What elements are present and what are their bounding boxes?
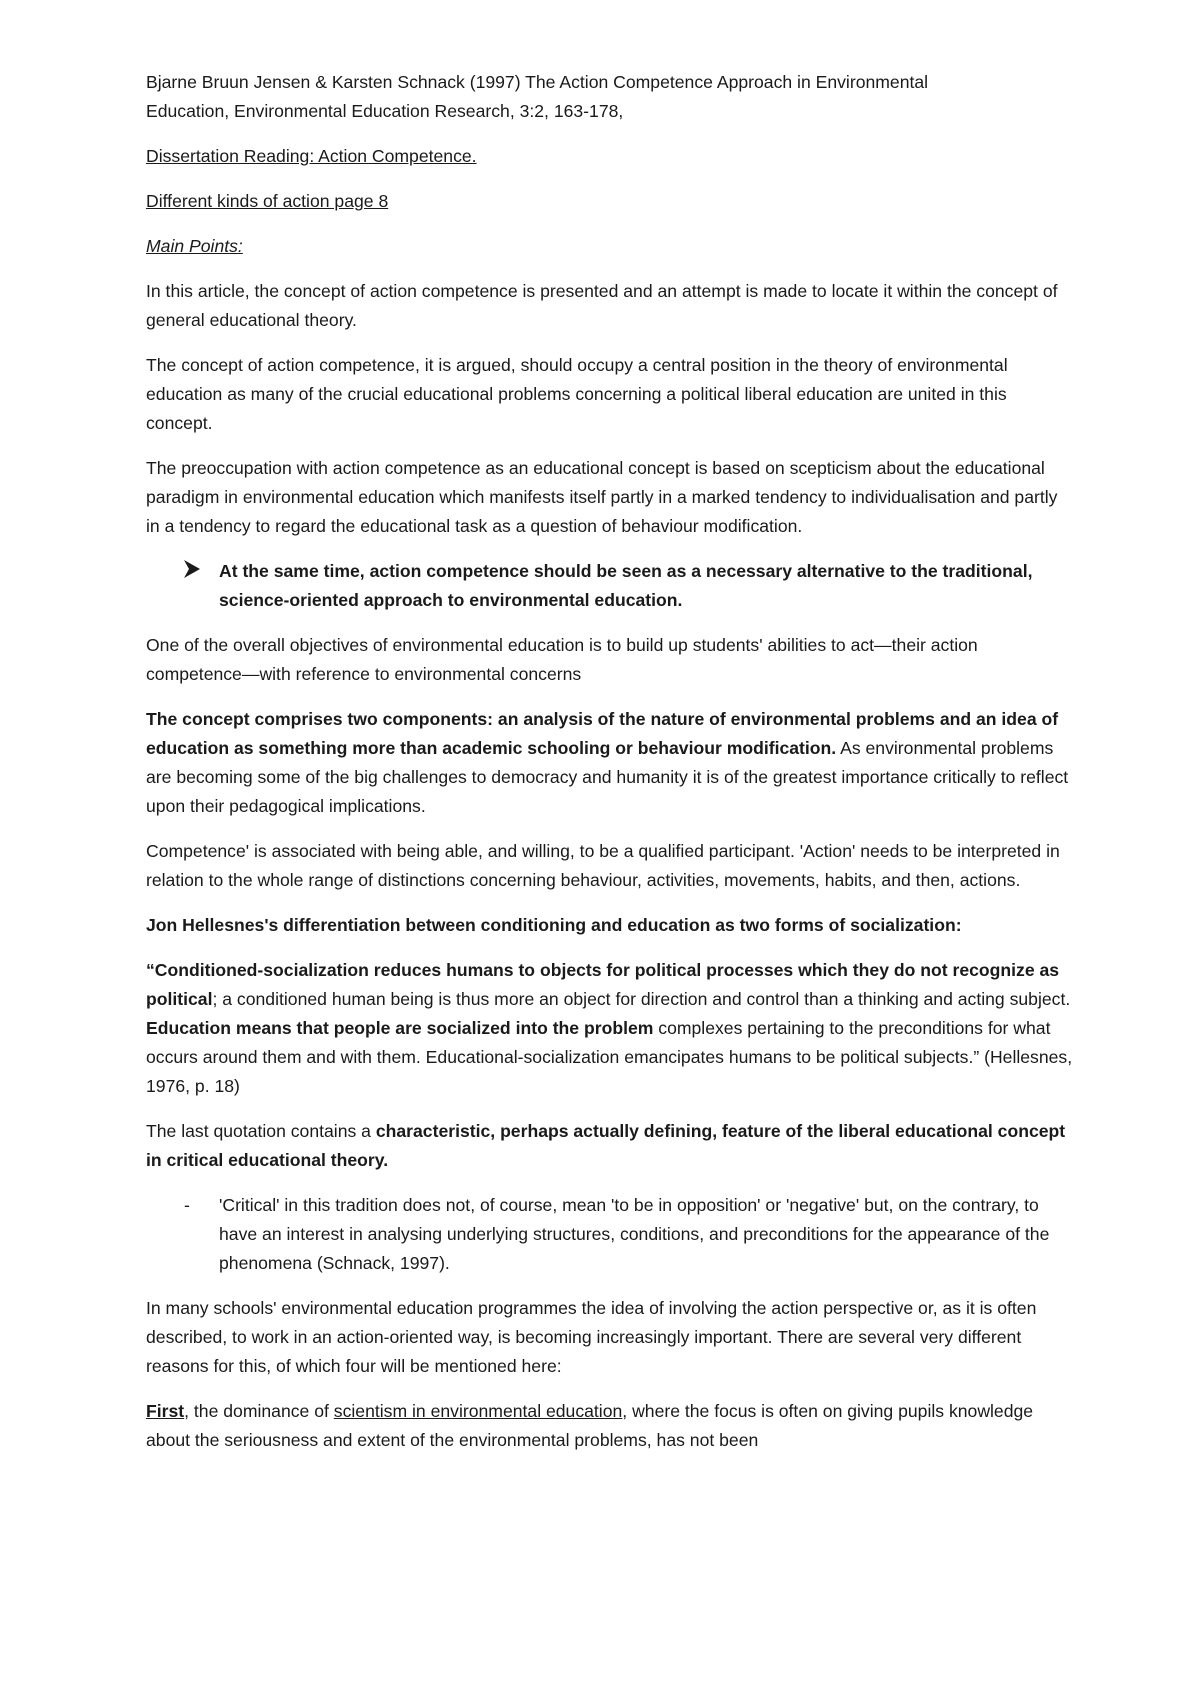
paragraph-schools: In many schools' environmental education programmes the idea of involving the action perspective or, as it is often described, to work in an action-oriented way, is becoming increasingly important. There are several very different reasons for this, of which four will be mentioned here:: [146, 1298, 1037, 1376]
arrow-bullet-icon: [182, 558, 202, 580]
paragraph-first-reason: [146, 1397, 1076, 1455]
paragraph-objectives: One of the overall objectives of environmental education is to build up students' abilities to act—their action competence—with reference to environmental concerns: [146, 635, 978, 684]
last-quotation-normal: The last quotation contains a: [146, 1121, 376, 1141]
two-components-bold: The concept comprises two components: an analysis of the nature of environmental problems and an idea of education as something more than academic schooling or behaviour modification.: [146, 709, 1059, 758]
first-text-1: , the dominance of: [184, 1401, 334, 1421]
paragraph-two-components: [146, 705, 1076, 821]
paragraph-hellesnes: Jon Hellesnes's differentiation between conditioning and education as two forms of socialization:: [146, 915, 962, 935]
dash-bullet-text: 'Critical' in this tradition does not, of course, mean 'to be in opposition' or 'negative' but, on the contrary, to have an interest in analysing underlying structures, conditions, and preconditions for the appearance of the phenomena (Schnack, 1997).: [219, 1195, 1050, 1273]
citation: [146, 68, 1076, 126]
last-quotation-bold: characteristic, perhaps actually defining, feature of the liberal educational concept in critical educational theory.: [146, 1121, 1066, 1170]
citation-line-2: Education, Environmental Education Research, 3:2, 163-178,: [146, 101, 624, 121]
quote-hellesnes: [146, 956, 1076, 1101]
paragraph-last-quotation: [146, 1117, 1076, 1175]
paragraph-competence: Competence' is associated with being able, and willing, to be a qualified participant. 'Action' needs to be interpreted in relation to the whole range of distinctions concerning behaviour, activities, movements, habits, and then, actions.: [146, 841, 1060, 890]
heading-dissertation: [146, 142, 1076, 171]
document-page: [146, 68, 1076, 1471]
dash-bullet-item: [146, 1191, 1076, 1278]
first-label: First: [146, 1401, 185, 1421]
quote-text-2: complexes pertaining to the preconditions for what occurs around them and with them. Educational-socialization emancipates humans to be political subjects.” (Hellesnes, 1976, p. 18): [146, 1018, 1073, 1096]
heading-dissertation-text: Dissertation Reading: Action Competence.: [146, 146, 477, 166]
paragraph-preoccupation: The preoccupation with action competence as an educational concept is based on scepticism about the educational paradigm in environmental education which manifests itself partly in a marked tendency to individualisation and partly in a tendency to regard the educational task as a question of behaviour modification.: [146, 458, 1058, 536]
paragraph-central-position: The concept of action competence, it is argued, should occupy a central position in the theory of environmental education as many of the crucial educational problems concerning a political liberal education are united in this concept.: [146, 355, 1008, 433]
two-components-rest: As environmental problems are becoming some of the big challenges to democracy and humanity it is of the greatest importance critically to reflect upon their pedagogical implications.: [146, 738, 1069, 816]
quote-bold-1: “Conditioned-socialization reduces humans to objects for political processes which they do not recognize as political: [146, 960, 1060, 1009]
dash-bullet-marker: -: [184, 1195, 190, 1215]
heading-main-points-text: Main Points:: [146, 236, 243, 256]
heading-kinds-text: Different kinds of action page 8: [146, 191, 389, 211]
quote-text-1: ; a conditioned human being is thus more an object for direction and control than a thinking and acting subject.: [212, 989, 1071, 1009]
heading-main-points: [146, 232, 1076, 261]
quote-bold-2: Education means that people are socialized into the problem: [146, 1018, 654, 1038]
arrow-bullet-text: At the same time, action competence should be seen as a necessary alternative to the traditional, science-oriented approach to environmental education.: [219, 561, 1033, 610]
heading-kinds-of-action: [146, 187, 1076, 216]
paragraph-intro: In this article, the concept of action competence is presented and an attempt is made to locate it within the concept of general educational theory.: [146, 281, 1058, 330]
first-text-2: , where the focus is often on giving pupils knowledge about the seriousness and extent of the environmental problems, has not been: [146, 1401, 1034, 1450]
citation-line-1: Bjarne Bruun Jensen & Karsten Schnack (1997) The Action Competence Approach in Environmental: [146, 72, 929, 92]
scientism-underlined: scientism in environmental education: [333, 1401, 623, 1421]
arrow-bullet-item: [146, 557, 1076, 615]
